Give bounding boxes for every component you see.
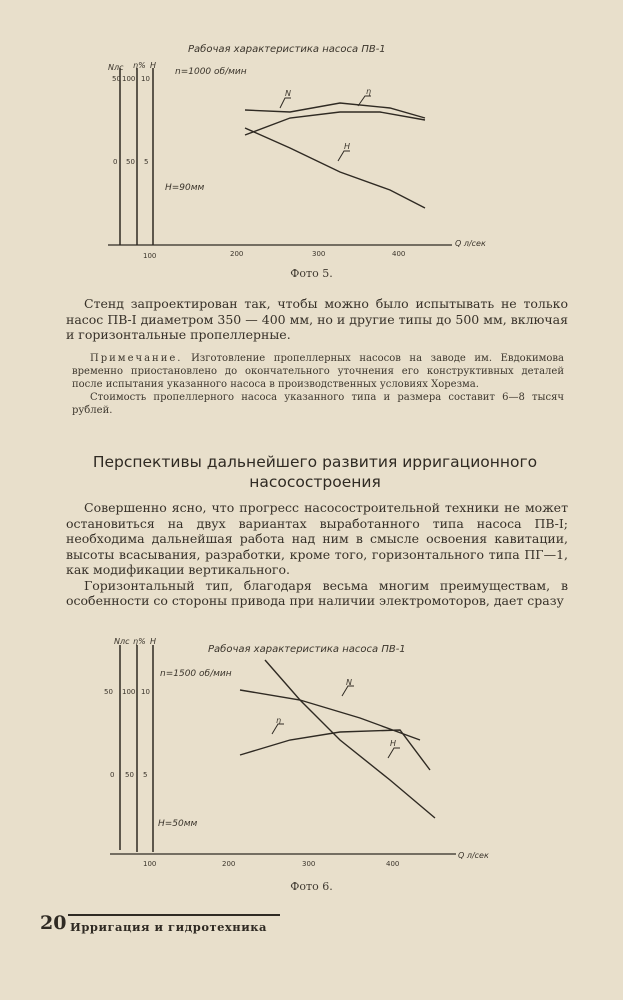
chart-1-ytick-n-50: 50: [112, 75, 121, 83]
page-number: 20: [40, 912, 67, 934]
chart-1-xtick-200: 200: [230, 250, 244, 258]
chart-2-label-mark-h: [388, 748, 400, 758]
footer-rule: [68, 914, 280, 916]
chart-1-xtick-400: 400: [392, 250, 406, 258]
chart-1-x-label: Q л/сек: [455, 239, 486, 248]
chart-2-svg: [0, 630, 623, 875]
journal-title: Ирригация и гидротехника: [70, 920, 267, 934]
chart-1: [0, 30, 623, 265]
footnote-text: Изготовление пропеллерных насосов на заводе им. Евдокимова временно приостановлено до окончательного уточнения его конструктивных деталей после испытания указанного насоса в производственных условиях Хорезма.: [72, 353, 564, 390]
chart-2-title: Рабочая характеристика насоса ПВ-1: [208, 644, 406, 655]
chart-2-speed-note: n=1500 об/мин: [160, 669, 232, 679]
paragraph-stand: [66, 296, 568, 343]
chart-2-axis-label-eta: η%: [133, 637, 146, 646]
chart-1-series-line-h: [245, 128, 425, 208]
chart-2-series-label-eta: η: [276, 716, 282, 725]
footnote-lead: Примечание.: [90, 353, 183, 364]
chart-2-label-mark-eta: [272, 724, 284, 734]
chart-2-ytick-eta-50: 50: [125, 771, 134, 779]
chart-1-speed-note: n=1000 об/мин: [175, 67, 247, 77]
chart-1-label-mark-h: [338, 151, 350, 161]
section-heading: Перспективы дальнейшего развития ирригационного насосостроения: [92, 453, 538, 491]
chart-1-series-line-eta: [245, 112, 425, 135]
paragraph-perspectives: [66, 500, 568, 609]
chart-1-caption: Фото 5.: [290, 267, 333, 280]
chart-1-series-label-eta: η: [366, 87, 372, 96]
chart-1-title: Рабочая характеристика насоса ПВ-1: [188, 44, 386, 55]
chart-2: [0, 630, 623, 875]
chart-2-series-label-h: H: [390, 739, 397, 748]
chart-2-ytick-n-50: 50: [104, 688, 113, 696]
paragraph-perspectives-text: Совершенно ясно, что прогресс насосостроительной техники не может остановиться на двух вариантах выработанного типа насоса ПВ-I; необходима дальнейшая работа над ним в смысле освоения кавитации, высоты всасывания, разработки, кроме того, горизонтального типа ПГ—1, как модификации вертикального.: [66, 500, 568, 577]
chart-1-axis-label-eta: η%: [133, 61, 146, 70]
chart-1-label-mark-n: [280, 98, 291, 108]
chart-2-axis-label-n: Nлс: [114, 637, 130, 646]
chart-2-head-note: H=50мм: [158, 819, 198, 829]
chart-2-ytick-h-5: 5: [143, 771, 148, 779]
chart-1-ytick-eta-50: 50: [126, 158, 135, 166]
chart-1-series-label-n: N: [285, 89, 291, 98]
chart-2-ytick-n-0: 0: [110, 771, 115, 779]
footnote-main: [72, 352, 564, 391]
chart-2-xtick-400: 400: [386, 860, 400, 868]
paragraph-stand-text: Стенд запроектирован так, чтобы можно было испытывать не только насос ПВ-I диаметром 350 — 400 мм, но и другие типы до 500 мм, включая и горизонтальные пропеллерные.: [66, 296, 568, 342]
chart-2-ytick-eta-100: 100: [122, 688, 136, 696]
chart-2-series-label-n: N: [346, 678, 352, 687]
chart-2-axis-label-h: H: [150, 637, 157, 646]
chart-1-ytick-h-10: 10: [141, 75, 150, 83]
chart-2-series-line-eta: [240, 730, 430, 770]
chart-1-axis-label-h: H: [150, 61, 157, 70]
chart-2-xtick-100: 100: [143, 860, 157, 868]
paragraph-horizontal-text: Горизонтальный тип, благодаря весьма многим преимуществам, в особенности со стороны привода при наличии электромоторов, дает сразу: [66, 577, 568, 608]
chart-1-ytick-h-5: 5: [144, 158, 149, 166]
chart-2-ytick-h-10: 10: [141, 688, 150, 696]
chart-2-xtick-200: 200: [222, 860, 236, 868]
chart-2-xtick-300: 300: [302, 860, 316, 868]
chart-1-head-note: H=90мм: [165, 183, 205, 193]
chart-1-xtick-100: 100: [143, 252, 157, 260]
chart-1-svg: [0, 30, 623, 265]
footnote-cost: Стоимость пропеллерного насоса указанного типа и размера составит 6—8 тысяч рублей.: [72, 392, 564, 416]
chart-1-ytick-n-0: 0: [113, 158, 118, 166]
chart-1-series-label-h: H: [344, 142, 351, 151]
chart-1-ytick-eta-100: 100: [122, 75, 136, 83]
chart-1-xtick-300: 300: [312, 250, 326, 258]
chart-1-axis-label-n: Nлс: [108, 63, 124, 72]
footnote: [72, 352, 564, 417]
chart-2-label-mark-n: [342, 686, 354, 696]
chart-2-x-label: Q л/сек: [458, 851, 489, 860]
chart-2-caption: Фото 6.: [290, 880, 333, 893]
chart-2-series-line-n: [240, 690, 420, 740]
